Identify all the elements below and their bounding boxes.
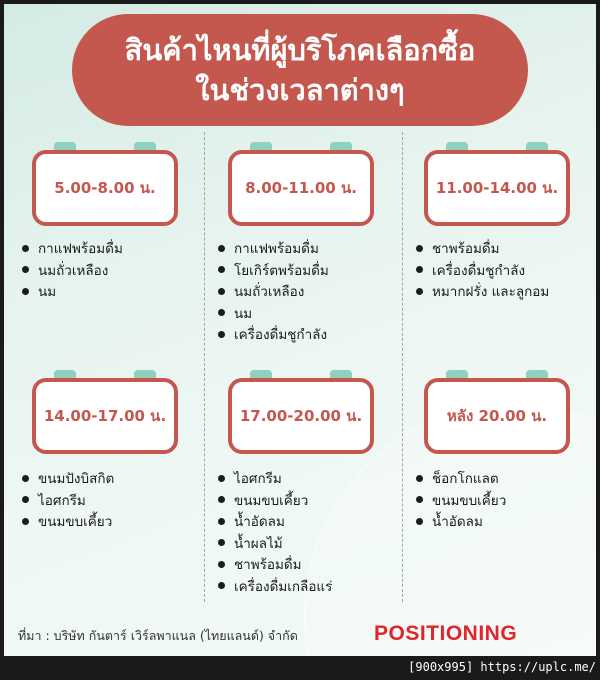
source-credit: ที่มา : บริษัท กันตาร์ เวิร์ลพาแนล (ไทยแลนด์) จำกัด <box>18 628 298 643</box>
list-item: หมากฝรั่ง และลูกอม <box>416 282 549 304</box>
list-item: เครื่องดื่มเกลือแร่ <box>218 577 332 599</box>
item-list-4 <box>22 469 114 534</box>
time-label: 11.00-14.00 น. <box>435 179 559 197</box>
list-item: น้ำผลไม้ <box>218 534 332 556</box>
list-item: นม <box>218 304 329 326</box>
item-list-5 <box>218 469 332 598</box>
list-item: เครื่องดื่มชูกำลัง <box>218 325 329 347</box>
positioning-logo: POSITIONING <box>374 622 518 645</box>
list-item: ไอศกรีม <box>218 469 332 491</box>
title-line-1: สินค้าไหนที่ผู้บริโภคเลือกซื้อ <box>124 33 476 67</box>
list-item: นมถั่วเหลือง <box>22 261 123 283</box>
list-item: น้ำอัดลม <box>416 512 506 534</box>
tv-slot-5 <box>228 370 374 454</box>
tv-slot-3 <box>424 142 570 226</box>
item-list-3 <box>416 239 549 304</box>
tv-screen <box>424 378 570 454</box>
item-list-1 <box>22 239 123 304</box>
list-item: ชาพร้อมดื่ม <box>218 555 332 577</box>
item-list-6 <box>416 469 506 534</box>
list-item: เครื่องดื่มชูกำลัง <box>416 261 549 283</box>
time-label: 8.00-11.00 น. <box>245 179 357 197</box>
tv-slot-2 <box>228 142 374 226</box>
list-item: กาแฟพร้อมดื่ม <box>218 239 329 261</box>
list-item: ขนมปังบิสกิต <box>22 469 114 491</box>
list-item: ขนมขบเคี้ยว <box>22 512 114 534</box>
divider-line-2 <box>402 132 403 602</box>
list-item: น้ำอัดลม <box>218 512 332 534</box>
footer-url: [900x995] https://uplc.me/ <box>408 660 596 674</box>
tv-screen <box>228 150 374 226</box>
tv-slot-1 <box>32 142 178 226</box>
tv-screen <box>32 150 178 226</box>
list-item: ชาพร้อมดื่ม <box>416 239 549 261</box>
list-item: ไอศกรีม <box>22 491 114 513</box>
item-list-2 <box>218 239 329 347</box>
list-item: นม <box>22 282 123 304</box>
tv-screen <box>32 378 178 454</box>
tv-screen <box>424 150 570 226</box>
title-banner <box>72 14 528 126</box>
time-label: 14.00-17.00 น. <box>43 407 167 425</box>
list-item: ขนมขบเคี้ยว <box>416 491 506 513</box>
list-item: โยเกิร์ตพร้อมดื่ม <box>218 261 329 283</box>
tv-slot-4 <box>32 370 178 454</box>
divider-line-1 <box>204 132 205 602</box>
tv-screen <box>228 378 374 454</box>
list-item: นมถั่วเหลือง <box>218 282 329 304</box>
time-label: หลัง 20.00 น. <box>446 407 548 425</box>
time-label: 17.00-20.00 น. <box>239 407 363 425</box>
title-line-2: ในช่วงเวลาต่างๆ <box>195 73 405 107</box>
tv-slot-6 <box>424 370 570 454</box>
list-item: กาแฟพร้อมดื่ม <box>22 239 123 261</box>
list-item: ขนมขบเคี้ยว <box>218 491 332 513</box>
infographic <box>4 4 596 656</box>
time-label: 5.00-8.00 น. <box>54 179 156 197</box>
list-item: ช็อกโกแลต <box>416 469 506 491</box>
